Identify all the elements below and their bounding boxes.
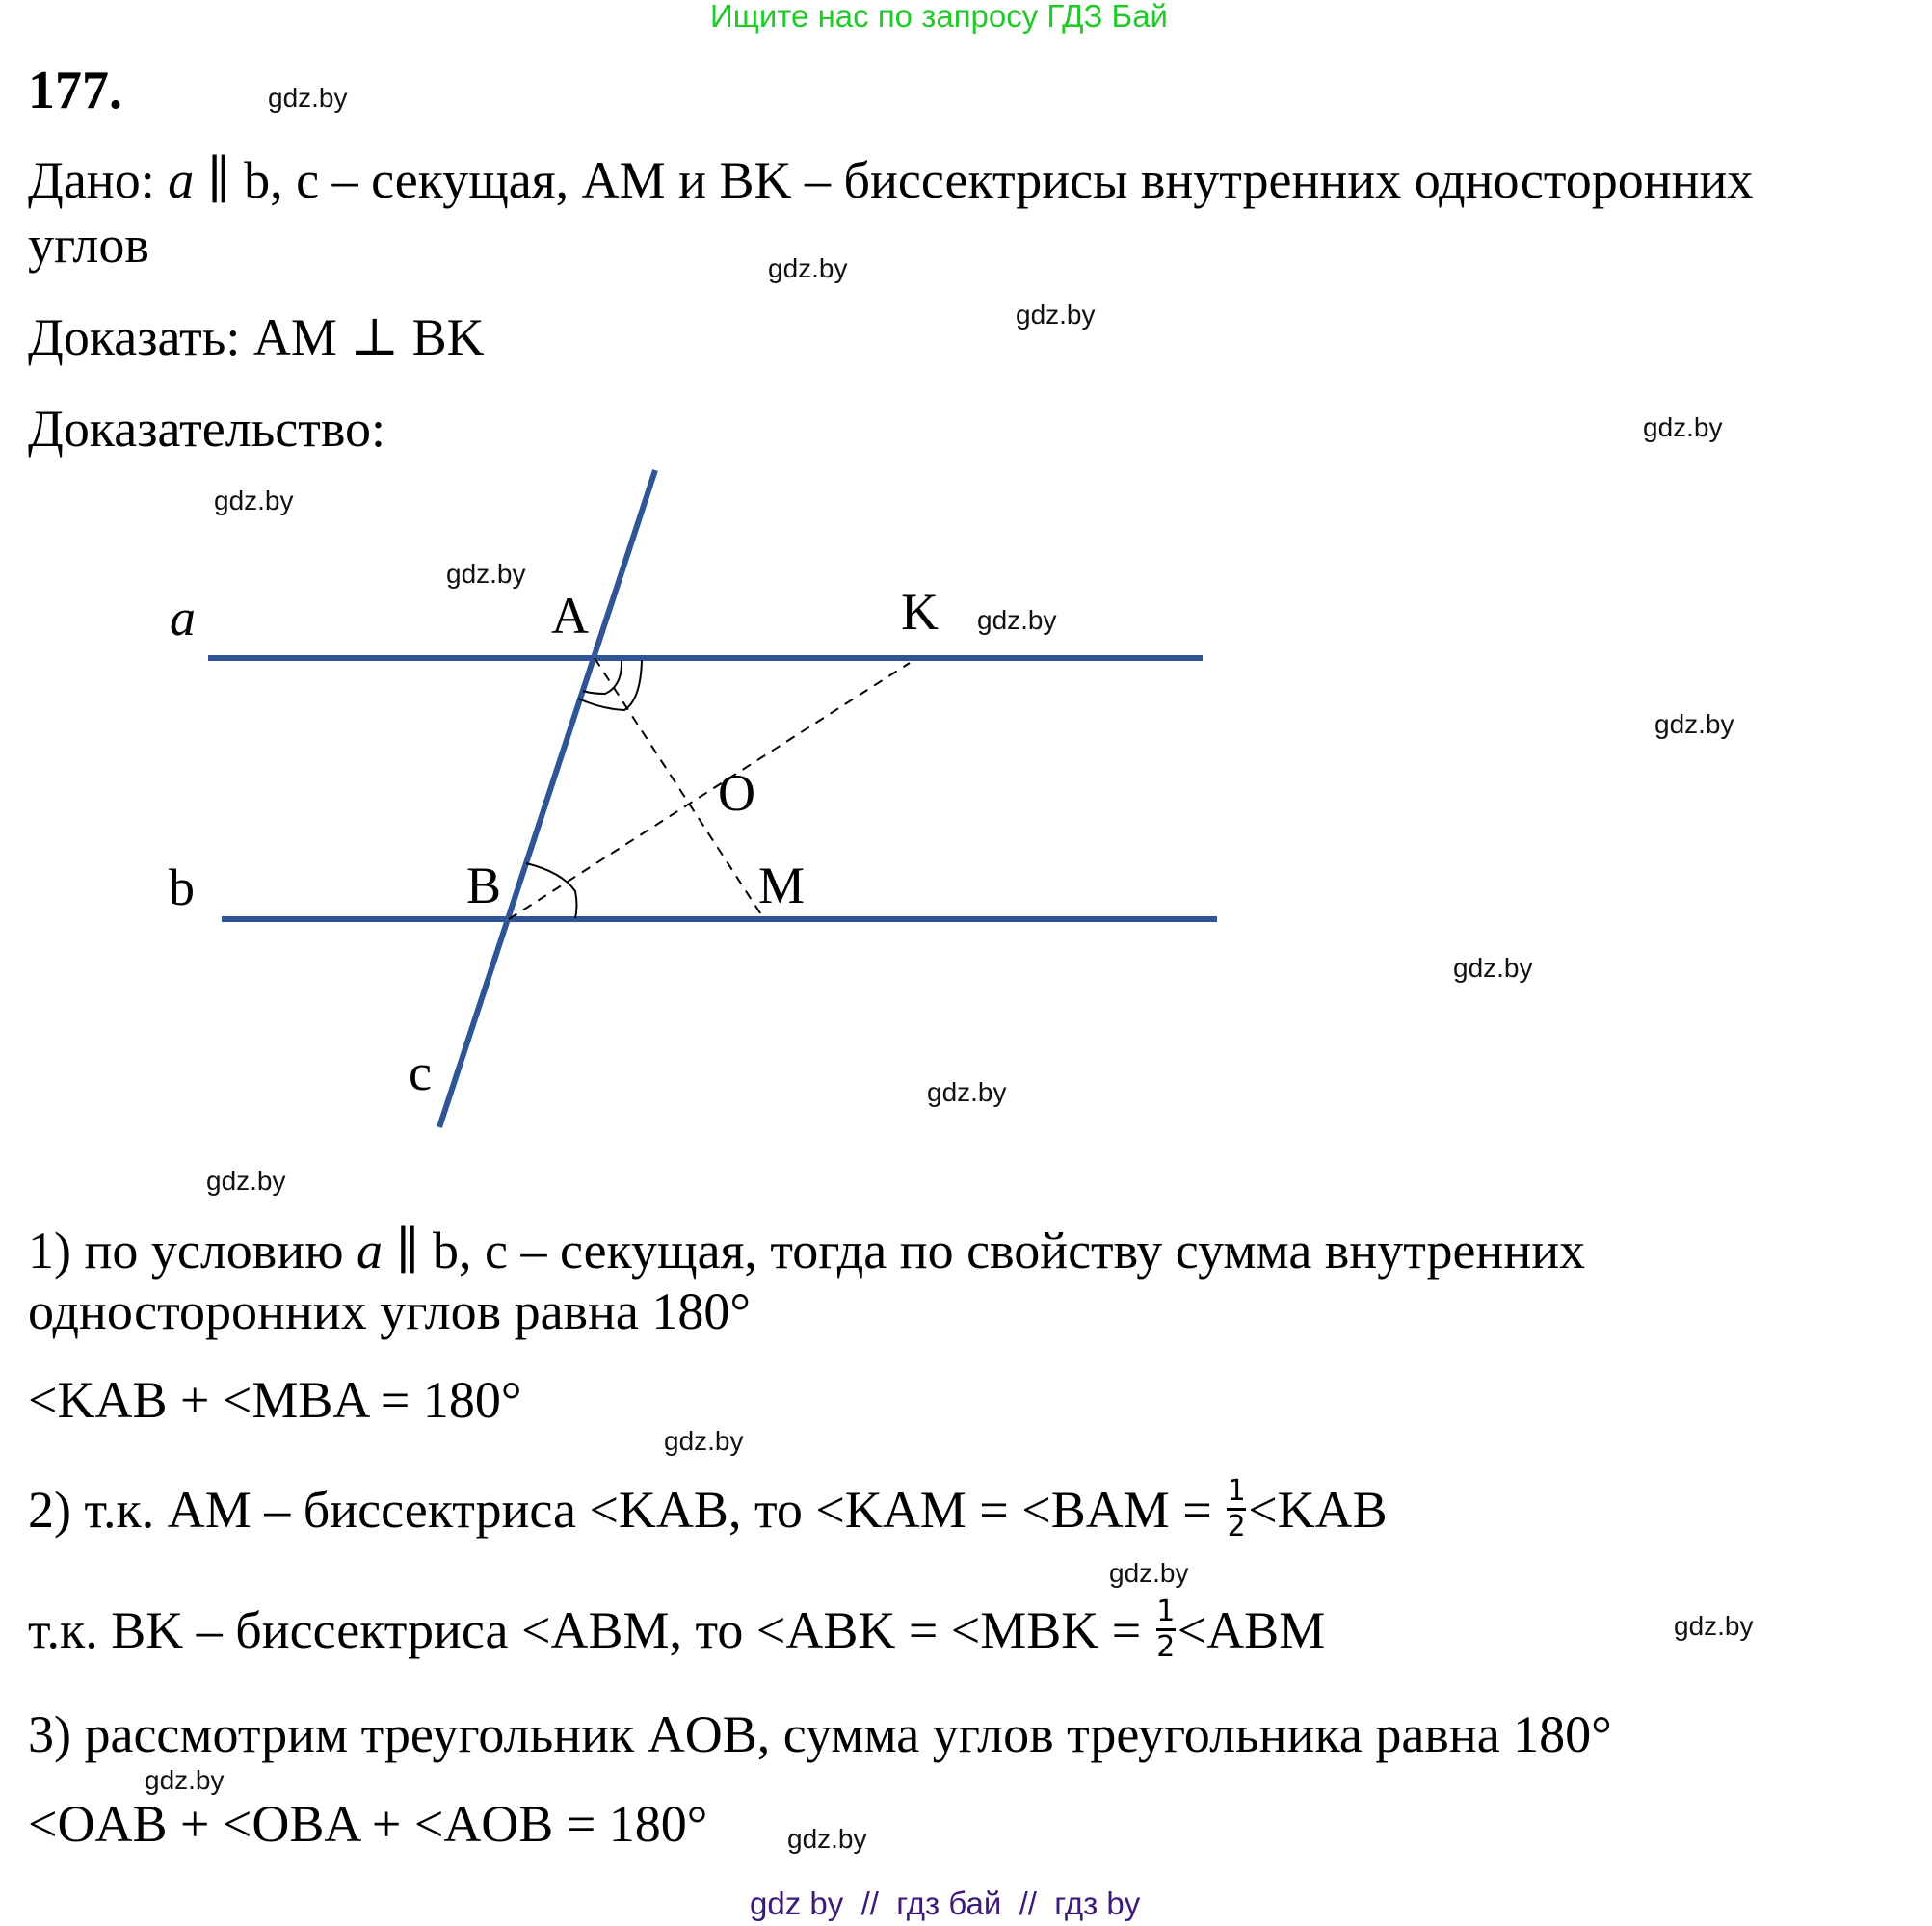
- step-2-line-1: [28, 1474, 1388, 1547]
- given-rest: ∥ b, c – секущая, AM и BK – биссектрисы внутренних односторонних: [194, 151, 1754, 209]
- step-2-line-2: [28, 1595, 1326, 1668]
- prove-statement: Доказать: AM ⊥ BK: [28, 308, 485, 366]
- step-2-tail: <KAB: [1248, 1480, 1388, 1539]
- step-1-var-a: a: [357, 1222, 384, 1280]
- fraction-one-half: [1156, 1597, 1176, 1662]
- label-line-b: b: [169, 858, 195, 916]
- step-2b-tail: <ABM: [1177, 1600, 1326, 1659]
- step-2b-text: т.к. BK – биссектриса <ABM, то <ABK = <MBK =: [28, 1600, 1154, 1659]
- watermark: gdz.by: [787, 1824, 867, 1854]
- step-2-text: 2) т.к. AM – биссектриса <KAB, то <KAM = <BAM =: [28, 1480, 1226, 1539]
- fraction-denominator: 2: [1156, 1630, 1176, 1664]
- label-line-a: a: [170, 589, 196, 646]
- watermark: gdz.by: [214, 486, 294, 515]
- fraction-denominator: 2: [1227, 1510, 1246, 1543]
- label-line-c: c: [409, 1043, 432, 1101]
- label-point-o: O: [718, 764, 755, 822]
- fraction-one-half: [1227, 1474, 1246, 1543]
- given-var-a: a: [168, 151, 195, 209]
- task-number: 177.: [28, 61, 122, 120]
- proof-title: Доказательство:: [28, 400, 385, 458]
- angle-arc-b: [526, 863, 577, 918]
- label-point-b: B: [466, 857, 502, 914]
- watermark: gdz.by: [664, 1426, 744, 1456]
- watermark: gdz.by: [977, 605, 1057, 635]
- watermark: gdz.by: [1453, 953, 1533, 983]
- search-hint-banner: Ищите нас по запросу ГДЗ Бай: [710, 0, 1168, 34]
- fraction-numerator: 1: [1227, 1474, 1246, 1508]
- step-1-line-1: [28, 1222, 1586, 1280]
- step-1-line-2: односторонних углов равна 180°: [28, 1282, 751, 1340]
- watermark: gdz.by: [206, 1166, 286, 1196]
- step-1-prefix: 1) по условию: [28, 1222, 357, 1280]
- label-point-m: M: [758, 857, 806, 914]
- watermark: gdz.by: [1674, 1611, 1754, 1641]
- watermark: gdz.by: [145, 1765, 225, 1795]
- step-1-rest: ∥ b, c – секущая, тогда по свойству сумма внутренних: [383, 1222, 1586, 1280]
- watermark: gdz.by: [927, 1077, 1007, 1107]
- watermark: gdz.by: [768, 253, 848, 283]
- watermark: gdz.by: [1016, 300, 1096, 330]
- step-3-line-1: 3) рассмотрим треугольник AOB, сумма углов треугольника равна 180°: [28, 1705, 1612, 1763]
- bisector-bk: [509, 663, 910, 919]
- watermark: gdz.by: [1109, 1558, 1189, 1588]
- label-point-k: K: [901, 583, 939, 641]
- watermark: gdz.by: [1643, 412, 1723, 442]
- given-prefix: Дано:: [28, 151, 169, 209]
- footer-links: gdz by // гдз бай // гдз by: [750, 1886, 1141, 1921]
- step-1-equation: <KAB + <MBA = 180°: [28, 1371, 522, 1429]
- given-line-2: углов: [28, 216, 149, 274]
- step-3-equation: <OAB + <OBA + <AOB = 180°: [28, 1795, 708, 1853]
- fraction-numerator: 1: [1156, 1595, 1176, 1628]
- watermark: gdz.by: [446, 559, 526, 589]
- watermark: gdz.by: [1654, 709, 1734, 739]
- label-point-a: A: [551, 587, 589, 645]
- watermark: gdz.by: [268, 83, 348, 113]
